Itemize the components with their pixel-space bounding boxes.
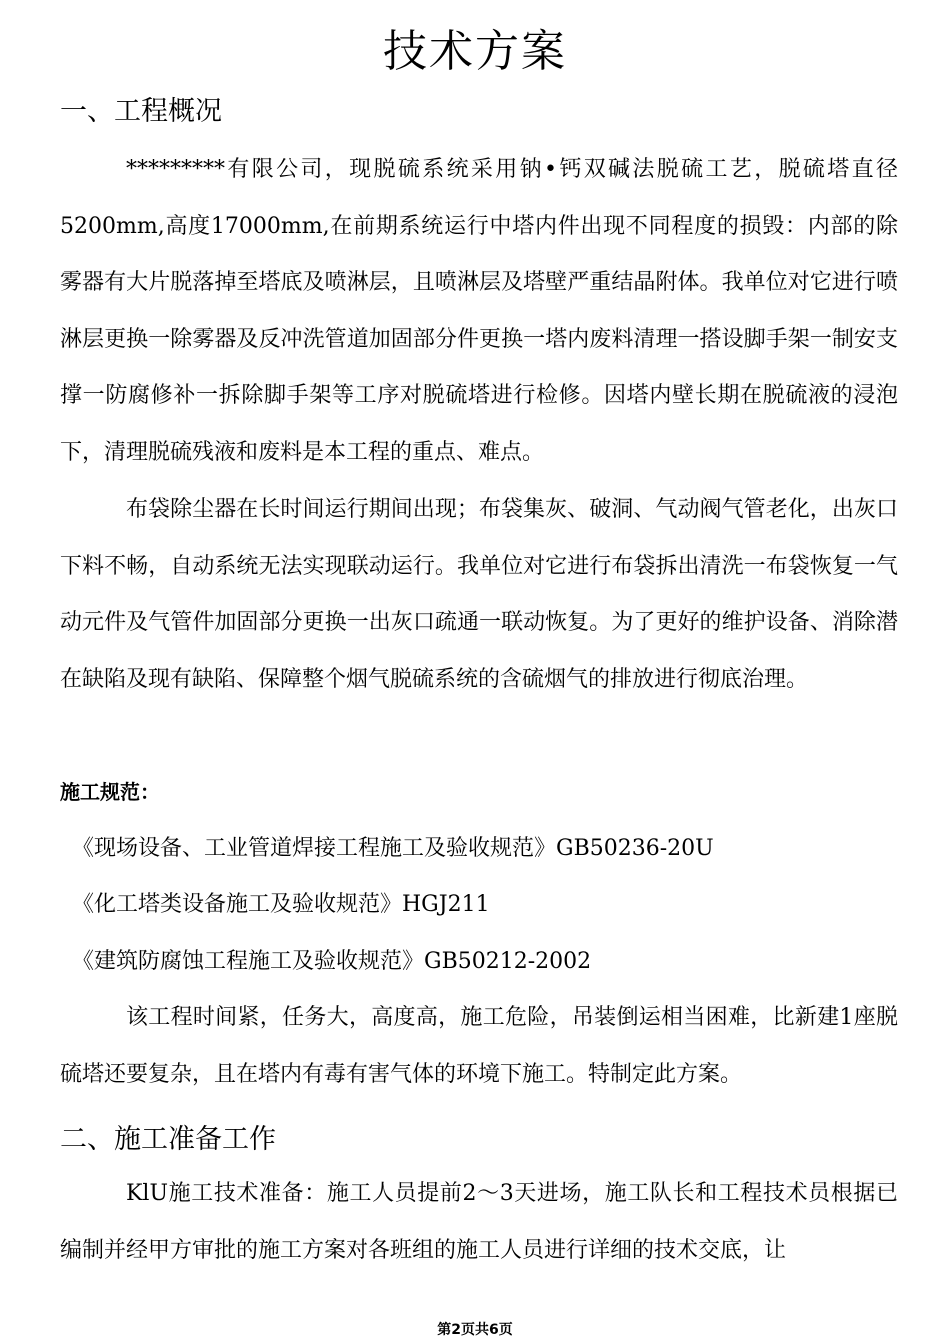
- section-heading-preparation: 二、施工准备工作: [60, 1124, 276, 1155]
- document-title: 技术方案: [383, 26, 567, 77]
- page-footer: 第2页共6页: [437, 1322, 513, 1338]
- section-heading-overview: 一、工程概况: [60, 96, 222, 127]
- standards-label: 施工规范：: [60, 780, 160, 804]
- standard-item-3: 《建筑防腐蚀工程施工及验收规范》GB50212-2002: [72, 949, 592, 974]
- overview-paragraph-1: *********有限公司，现脱硫系统采用钠•钙双碱法脱硫工艺，脱硫塔直径5200mm,高度17000mm,在前期系统运行中塔内件出现不同程度的损毁：内部的除雾器有大片脱落掉至塔底及喷淋层，且喷淋层及塔壁严重结晶附体。我单位对它进行喷淋层更换一除雾器及反冲洗管道加固部分件更换一塔内废料清理一搭设脚手架一制安支撑一防腐修补一拆除脚手架等工序对脱硫塔进行检修。因塔内壁长期在脱硫液的浸泡下，清理脱硫残液和废料是本工程的重点、难点。: [60, 157, 898, 465]
- overview-paragraph-3: 该工程时间紧，任务大，高度高，施工危险，吊装倒运相当困难，比新建1座脱硫塔还要复杂，且在塔内有毒有害气体的环境下施工。特制定此方案。: [60, 1005, 898, 1087]
- overview-paragraph-2: 布袋除尘器在长时间运行期间出现；布袋集灰、破洞、气动阀气管老化，出灰口下料不畅，自动系统无法实现联动运行。我单位对它进行布袋拆出清洗一布袋恢复一气动元件及气管件加固部分更换一出灰口疏通一联动恢复。为了更好的维护设备、消除潜在缺陷及现有缺陷、保障整个烟气脱硫系统的含硫烟气的排放进行彻底治理。: [60, 497, 898, 692]
- standard-item-1: 《现场设备、工业管道焊接工程施工及验收规范》GB50236-20U: [72, 836, 714, 861]
- preparation-paragraph-1: KlU施工技术准备：施工人员提前2〜3天进场，施工队长和工程技术员根据已编制并经甲方审批的施工方案对各班组的施工人员进行详细的技术交底，让: [60, 1181, 898, 1263]
- standard-item-2: 《化工塔类设备施工及验收规范》HGJ211: [72, 892, 490, 917]
